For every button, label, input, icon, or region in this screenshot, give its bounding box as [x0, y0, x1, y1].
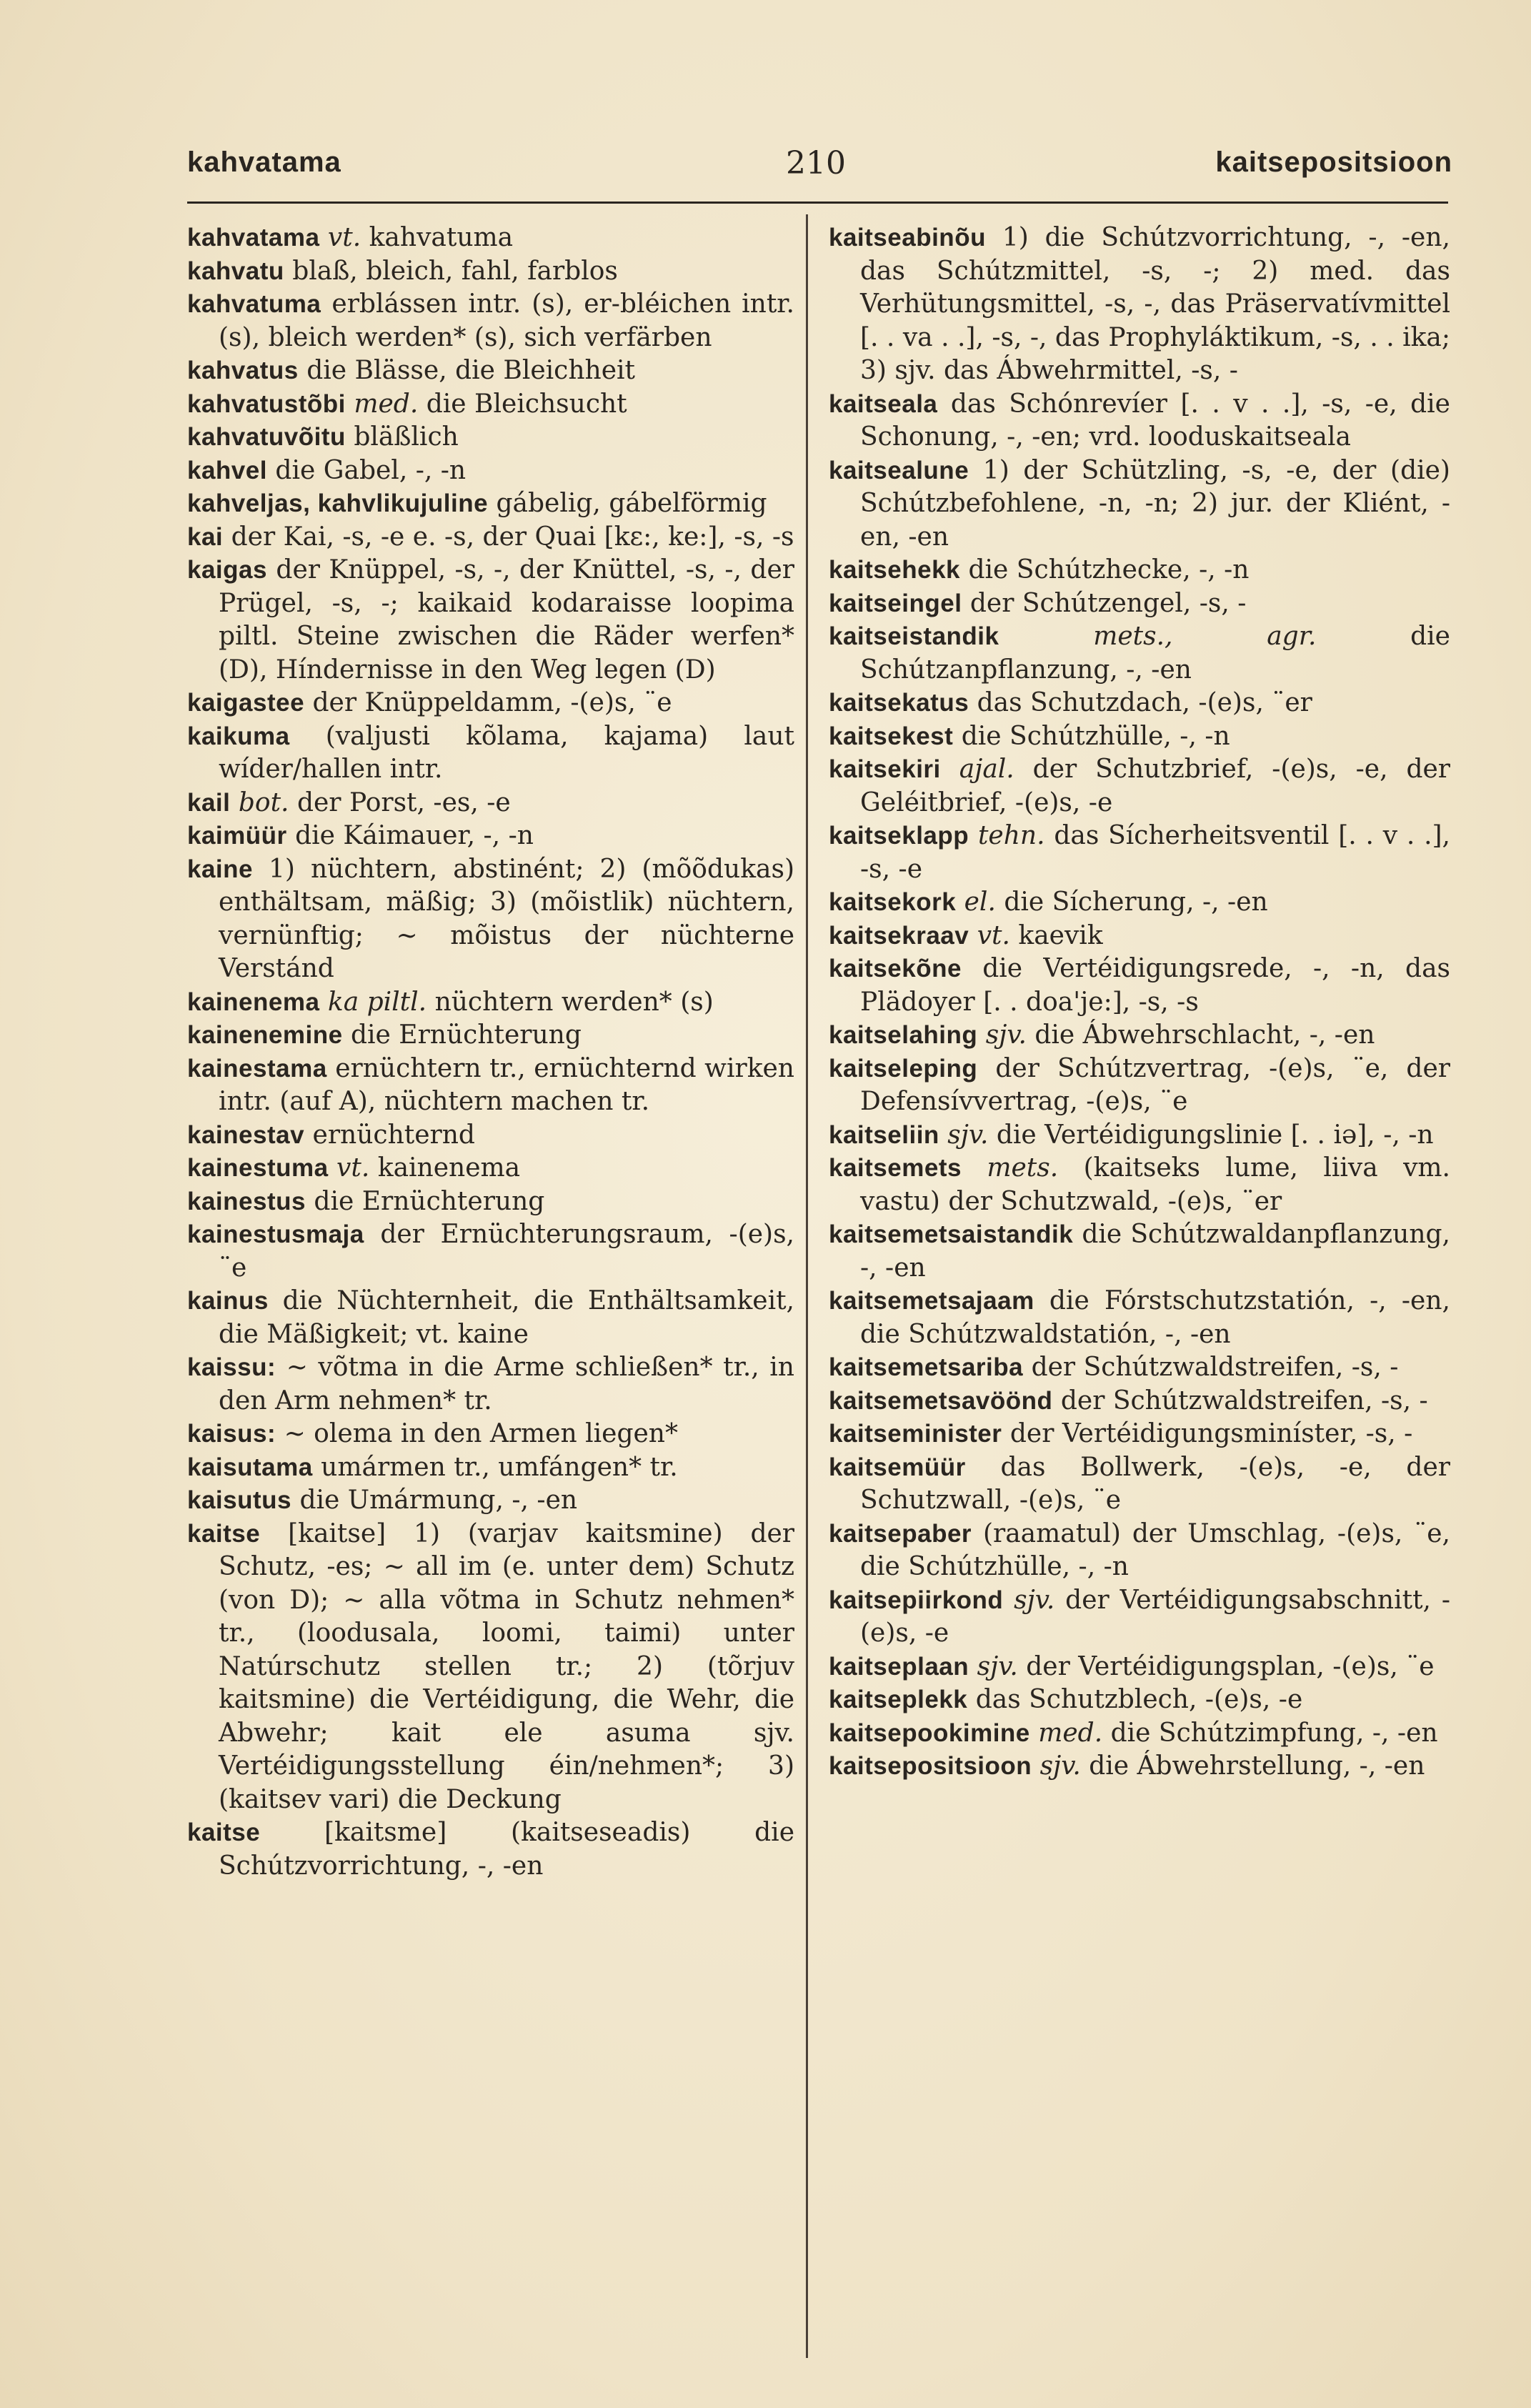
entry-label: tehn. — [977, 821, 1045, 850]
dictionary-entry — [829, 753, 1450, 820]
entry-headword: kaitsemetsajaam — [829, 1287, 1034, 1315]
entry-headword: kaitsepaber — [829, 1519, 972, 1548]
entry-definition: die Schútzanpflanzung, -, -en — [860, 622, 1450, 685]
entry-headword: kaitsekatus — [829, 689, 969, 717]
entry-definition: die Ábwehrschlacht, -, -en — [1034, 1020, 1375, 1050]
entry-headword: kainenemine — [187, 1021, 343, 1049]
entry-definition: das Schónrevíer [. . v . .], -s, -e, die Schonung, -, -en; vrd. looduskaitseala — [860, 389, 1450, 452]
entry-definition: die Schútzhecke, -, -n — [968, 555, 1250, 584]
entry-definition: die Gabel, -, -n — [275, 455, 467, 485]
entry-headword: kaitseabinõu — [829, 224, 986, 252]
entry-definition: das Sícherheitsventil [. . v . .], -s, -e — [860, 821, 1450, 884]
entry-headword: kaitse — [187, 1519, 261, 1548]
header-rule — [187, 202, 1448, 204]
entry-definition: (raamatul) der Umschlag, -(e)s, ¨e, die Schútzhülle, -, -n — [860, 1518, 1451, 1581]
entry-definition: bläßlich — [354, 422, 459, 452]
entry-definition: die Vertéidigungslinie [. . iə], -, -n — [996, 1120, 1434, 1150]
dictionary-entry — [187, 720, 794, 787]
entry-headword: kaitseminister — [829, 1420, 1002, 1448]
entry-definition: der Schutzbrief, -(e)s, -e, der Geléitbrief, -(e)s, -e — [860, 755, 1451, 817]
left-column — [187, 222, 794, 1883]
header-first-word: kahvatama — [187, 146, 341, 178]
dictionary-entry — [829, 1053, 1450, 1119]
entry-headword: kahveljas, kahvlikujuline — [187, 489, 489, 517]
entry-definition: die Fórstschutzstatión, -, -en, die Schútzwaldstatión, -, -en — [860, 1286, 1450, 1349]
entry-label: ka piltl. — [327, 987, 427, 1017]
dictionary-entry — [829, 222, 1450, 388]
dictionary-entry — [829, 454, 1450, 554]
entry-definition: ernüchtern tr., ernüchternd wirken intr. (auf A), nüchtern machen tr. — [219, 1053, 794, 1116]
entry-headword: kaitseplekk — [829, 1686, 968, 1713]
dictionary-entry — [187, 1351, 794, 1418]
dictionary-entry — [187, 1152, 794, 1185]
entry-definition: [kaitsme] (kaitseseadis) die Schútzvorrichtung, -, -en — [219, 1818, 794, 1881]
dictionary-entry — [829, 886, 1450, 920]
dictionary-entry — [187, 853, 794, 986]
dictionary-entry — [187, 820, 794, 853]
entry-headword: kaitsekõne — [829, 955, 962, 982]
entry-definition: 1) nüchtern, abstinént; 2) (mõõdukas) enthältsam, mäßig; 3) (mõistlik) nüchtern, vernünftig; ~ mõistus der nüchterne Verstánd — [219, 854, 794, 983]
dictionary-entry — [187, 1053, 794, 1119]
entry-headword: kaitseliin — [829, 1120, 939, 1149]
entry-label: el. — [964, 887, 996, 917]
entry-headword: kahvatama — [187, 224, 320, 252]
entry-definition: der Schútzwaldstreifen, -s, - — [1031, 1353, 1399, 1382]
entry-headword: kail — [187, 788, 231, 817]
dictionary-entry — [187, 288, 794, 354]
entry-label: sjv. — [1039, 1751, 1081, 1781]
dictionary-entry — [829, 1651, 1450, 1684]
entry-headword: kahvatustõbi — [187, 389, 346, 418]
entry-headword: kaitsepiirkond — [829, 1586, 1004, 1614]
entry-headword: kaitsemetsavöönd — [829, 1386, 1053, 1415]
entry-headword: kaisutus — [187, 1486, 291, 1514]
entry-definition: die Ernüchterung — [351, 1020, 582, 1050]
dictionary-entry — [829, 1717, 1450, 1751]
entry-headword: kainestus — [187, 1187, 306, 1215]
entry-definition: ~ võtma in die Arme schließen* tr., in den Arm nehmen* tr. — [219, 1353, 794, 1416]
entry-label: bot. — [238, 787, 289, 817]
entry-definition: umármen tr., umfángen* tr. — [321, 1452, 678, 1482]
entry-definition: der Knüppeldamm, -(e)s, ¨e — [312, 688, 672, 717]
entry-headword: kaitsemetsaistandik — [829, 1220, 1074, 1248]
entry-headword: kaisutama — [187, 1453, 313, 1481]
entry-label: sjv. — [985, 1020, 1027, 1050]
entry-definition: gábelig, gábelförmig — [496, 489, 767, 518]
entry-label: med. — [1038, 1718, 1103, 1748]
dictionary-entry — [187, 1285, 794, 1351]
entry-label: vt. — [977, 920, 1010, 950]
dictionary-entry — [187, 487, 794, 521]
dictionary-entry — [829, 1385, 1450, 1418]
entry-headword: kaitse — [187, 1819, 261, 1846]
dictionary-entry — [829, 1285, 1450, 1351]
entry-definition: (kaitseks lume, liiva vm. vastu) der Schutzwald, -(e)s, ¨er — [860, 1153, 1450, 1216]
entry-label: sjv. — [1014, 1585, 1055, 1615]
entry-headword: kahvatuvõitu — [187, 423, 346, 451]
entry-definition: das Schutzblech, -(e)s, -e — [975, 1685, 1303, 1714]
dictionary-entry — [829, 920, 1450, 953]
entry-headword: kaitseplaan — [829, 1652, 969, 1681]
dictionary-entry — [829, 554, 1450, 587]
dictionary-entry — [829, 1152, 1450, 1218]
entry-headword: kaitseistandik — [829, 622, 999, 650]
dictionary-entry — [187, 787, 794, 820]
dictionary-entry — [829, 388, 1450, 454]
entry-headword: kai — [187, 522, 224, 551]
entry-headword: kainestav — [187, 1120, 305, 1149]
dictionary-entry — [187, 1185, 794, 1219]
dictionary-entry — [187, 521, 794, 554]
entry-definition: die Schútzimpfung, -, -en — [1110, 1718, 1438, 1748]
entry-headword: kahvel — [187, 456, 267, 484]
dictionary-entry — [829, 720, 1450, 754]
dictionary-entry — [187, 1518, 794, 1817]
entry-definition: die Bleichsucht — [426, 389, 627, 419]
dictionary-entry — [829, 587, 1450, 621]
page-number: 210 — [786, 145, 846, 181]
entry-headword: kahvatuma — [187, 290, 321, 318]
entry-headword: kainestama — [187, 1054, 327, 1083]
entry-headword: kaitsepookimine — [829, 1718, 1030, 1747]
entry-definition: die Ernüchterung — [314, 1186, 545, 1216]
dictionary-entry — [829, 1750, 1450, 1783]
entry-label: vt. — [327, 223, 361, 252]
dictionary-entry — [829, 1584, 1450, 1651]
entry-headword: kaitseingel — [829, 589, 962, 617]
dictionary-entry — [829, 1351, 1450, 1385]
entry-definition: der Schútzwaldstreifen, -s, - — [1060, 1385, 1428, 1416]
dictionary-entry — [187, 1218, 794, 1285]
dictionary-entry — [187, 1019, 794, 1053]
entry-definition: nüchtern werden* (s) — [434, 987, 714, 1017]
entry-definition: ernüchternd — [312, 1120, 475, 1150]
dictionary-entry — [187, 354, 794, 388]
dictionary-entry — [187, 986, 794, 1020]
entry-definition: die Schútzwaldanpflanzung, -, -en — [860, 1220, 1450, 1283]
dictionary-entry — [187, 554, 794, 687]
entry-headword: kaissu: — [187, 1353, 276, 1381]
entry-headword: kainestusmaja — [187, 1220, 364, 1248]
dictionary-entry — [187, 388, 794, 422]
dictionary-entry — [187, 255, 794, 289]
header-last-word: kaitsepositsioon — [1215, 146, 1452, 178]
dictionary-entry — [829, 1683, 1450, 1717]
entry-definition: die Káimauer, -, -n — [295, 821, 534, 850]
dictionary-entry — [187, 1451, 794, 1485]
dictionary-entry — [829, 1218, 1450, 1285]
dictionary-entry — [829, 820, 1450, 886]
dictionary-entry — [829, 1451, 1450, 1518]
entry-definition: das Bollwerk, -(e)s, -e, der Schutzwall, -(e)s, ¨e — [860, 1452, 1450, 1515]
entry-definition: [kaitse] 1) (varjav kaitsmine) der Schutz, -es; ~ all im (e. unter dem) Schutz (von D); ~ alla võtma in Schutz nehmen* tr., (loodusala, loomi, taimi) unter Natúrschutz stellen tr.; 2) (tõrjuv kaitsmine) die Vertéidigung, die Wehr, die Abwehr; kait ele asuma sjv. Vertéidigungsstellung éin/nehmen*; 3) (kaitsev vari) die Deckung — [219, 1518, 794, 1814]
entry-definition: (valjusti kõlama, kajama) laut wíder/hallen intr. — [219, 721, 794, 784]
dictionary-entry — [829, 1119, 1450, 1153]
entry-headword: kaitsehekk — [829, 556, 961, 584]
entry-headword: kaitsekork — [829, 888, 957, 916]
entry-headword: kaitsekiri — [829, 755, 941, 783]
entry-definition: die Nüchternheit, die Enthältsamkeit, die Mäßigkeit; vt. kaine — [219, 1286, 794, 1349]
right-column — [829, 222, 1450, 1783]
entry-definition: kahvatuma — [369, 223, 514, 252]
entry-headword: kaitseklapp — [829, 822, 969, 850]
entry-headword: kaitsekraav — [829, 921, 969, 950]
dictionary-entry — [187, 454, 794, 488]
entry-label: mets., agr. — [1093, 622, 1317, 651]
entry-definition: der Kai, -s, -e e. -s, der Quai [kɛ:, ke:], -s, -s — [231, 522, 794, 552]
entry-headword: kaigas — [187, 556, 267, 584]
entry-headword: kaitsemüür — [829, 1453, 966, 1481]
entry-definition: der Schútzengel, -s, - — [969, 588, 1247, 618]
entry-headword: kaikuma — [187, 722, 290, 750]
dictionary-entry — [829, 1518, 1450, 1584]
entry-label: sjv. — [947, 1120, 989, 1150]
entry-headword: kaitseala — [829, 389, 938, 418]
entry-definition: der Knüppel, -s, -, der Knüttel, -s, -, der Prügel, -s, -; kaikaid kodaraisse loopima piltl. Steine zwischen die Räder werfen* (D), Híndernisse in den Weg legen (D) — [219, 555, 794, 685]
entry-label: med. — [354, 389, 419, 419]
entry-definition: der Vertéidigungsabschnitt, -(e)s, -e — [860, 1585, 1450, 1648]
dictionary-entry — [829, 1418, 1450, 1451]
dictionary-entry — [187, 1484, 794, 1518]
entry-headword: kainus — [187, 1287, 269, 1315]
entry-definition: die Sícherung, -, -en — [1004, 887, 1268, 917]
dictionary-entry — [187, 687, 794, 720]
entry-label: sjv. — [977, 1651, 1018, 1681]
entry-headword: kaitsealune — [829, 456, 969, 484]
column-divider — [806, 214, 808, 2358]
entry-label: vt. — [336, 1153, 370, 1183]
dictionary-entry — [829, 952, 1450, 1019]
entry-definition: 1) der Schützling, -s, -e, der (die) Schútzbefohlene, -n, -n; 2) jur. der Kliént, -en, -en — [860, 455, 1450, 552]
dictionary-entry — [187, 222, 794, 255]
entry-headword: kahvatus — [187, 357, 299, 384]
entry-headword: kaitseleping — [829, 1054, 978, 1083]
entry-headword: kaitsekest — [829, 722, 954, 750]
entry-definition: kaevik — [1018, 920, 1103, 950]
entry-definition: blaß, bleich, fahl, farblos — [292, 256, 618, 286]
entry-definition: der Schútzvertrag, -(e)s, ¨e, der Defensívvertrag, -(e)s, ¨e — [860, 1053, 1450, 1116]
dictionary-entry — [829, 687, 1450, 720]
entry-headword: kaitsemets — [829, 1154, 962, 1182]
entry-definition: der Ernüchterungsraum, -(e)s, ¨e — [219, 1220, 795, 1283]
entry-definition: die Vertéidigungsrede, -, -n, das Plädoyer [. . doa'je:], -s, -s — [860, 954, 1450, 1017]
entry-headword: kainestuma — [187, 1154, 329, 1182]
entry-definition: kainenema — [377, 1153, 521, 1183]
entry-definition: das Schutzdach, -(e)s, ¨er — [977, 688, 1312, 717]
entry-headword: kaimüür — [187, 822, 287, 850]
entry-headword: kaitselahing — [829, 1021, 978, 1049]
dictionary-entry — [187, 1418, 794, 1451]
entry-headword: kaine — [187, 855, 253, 883]
entry-headword: kaigastee — [187, 689, 305, 717]
entry-definition: die Umármung, -, -en — [299, 1486, 578, 1515]
entry-definition: ~ olema in den Armen liegen* — [284, 1419, 678, 1448]
dictionary-entry — [829, 1019, 1450, 1053]
entry-headword: kaitsepositsioon — [829, 1752, 1032, 1780]
entry-definition: der Vertéidigungsminíster, -s, - — [1009, 1419, 1413, 1448]
entry-label: mets. — [987, 1153, 1059, 1183]
dictionary-entry — [187, 421, 794, 454]
entry-definition: der Porst, -es, -e — [296, 787, 511, 817]
entry-label: ajal. — [959, 755, 1014, 784]
page-header — [187, 146, 1452, 196]
entry-definition: erblássen intr. (s), er-bléichen intr. (s), bleich werden* (s), sich verfärben — [219, 289, 795, 352]
entry-headword: kaisus: — [187, 1420, 276, 1448]
entry-definition: die Ábwehrstellung, -, -en — [1089, 1751, 1425, 1781]
entry-headword: kaitsemetsariba — [829, 1353, 1024, 1381]
dictionary-entry — [187, 1816, 794, 1883]
entry-headword: kahvatu — [187, 257, 284, 285]
dictionary-entry — [829, 620, 1450, 687]
entry-definition: der Vertéidigungsplan, -(e)s, ¨e — [1026, 1651, 1435, 1681]
entry-definition: 1) die Schútzvorrichtung, -, -en, das Schútzmittel, -s, -; 2) med. das Verhütungsmittel, -s, -, das Präservatívmittel [. . va . .], -s, -, das Prophyláktikum, -s, . . ika; 3) sjv. das Ábwehrmittel, -s, - — [860, 223, 1451, 385]
entry-definition: die Schútzhülle, -, -n — [961, 721, 1230, 751]
dictionary-entry — [187, 1119, 794, 1153]
entry-definition: die Blässe, die Bleichheit — [306, 356, 635, 385]
entry-headword: kainenema — [187, 987, 320, 1016]
